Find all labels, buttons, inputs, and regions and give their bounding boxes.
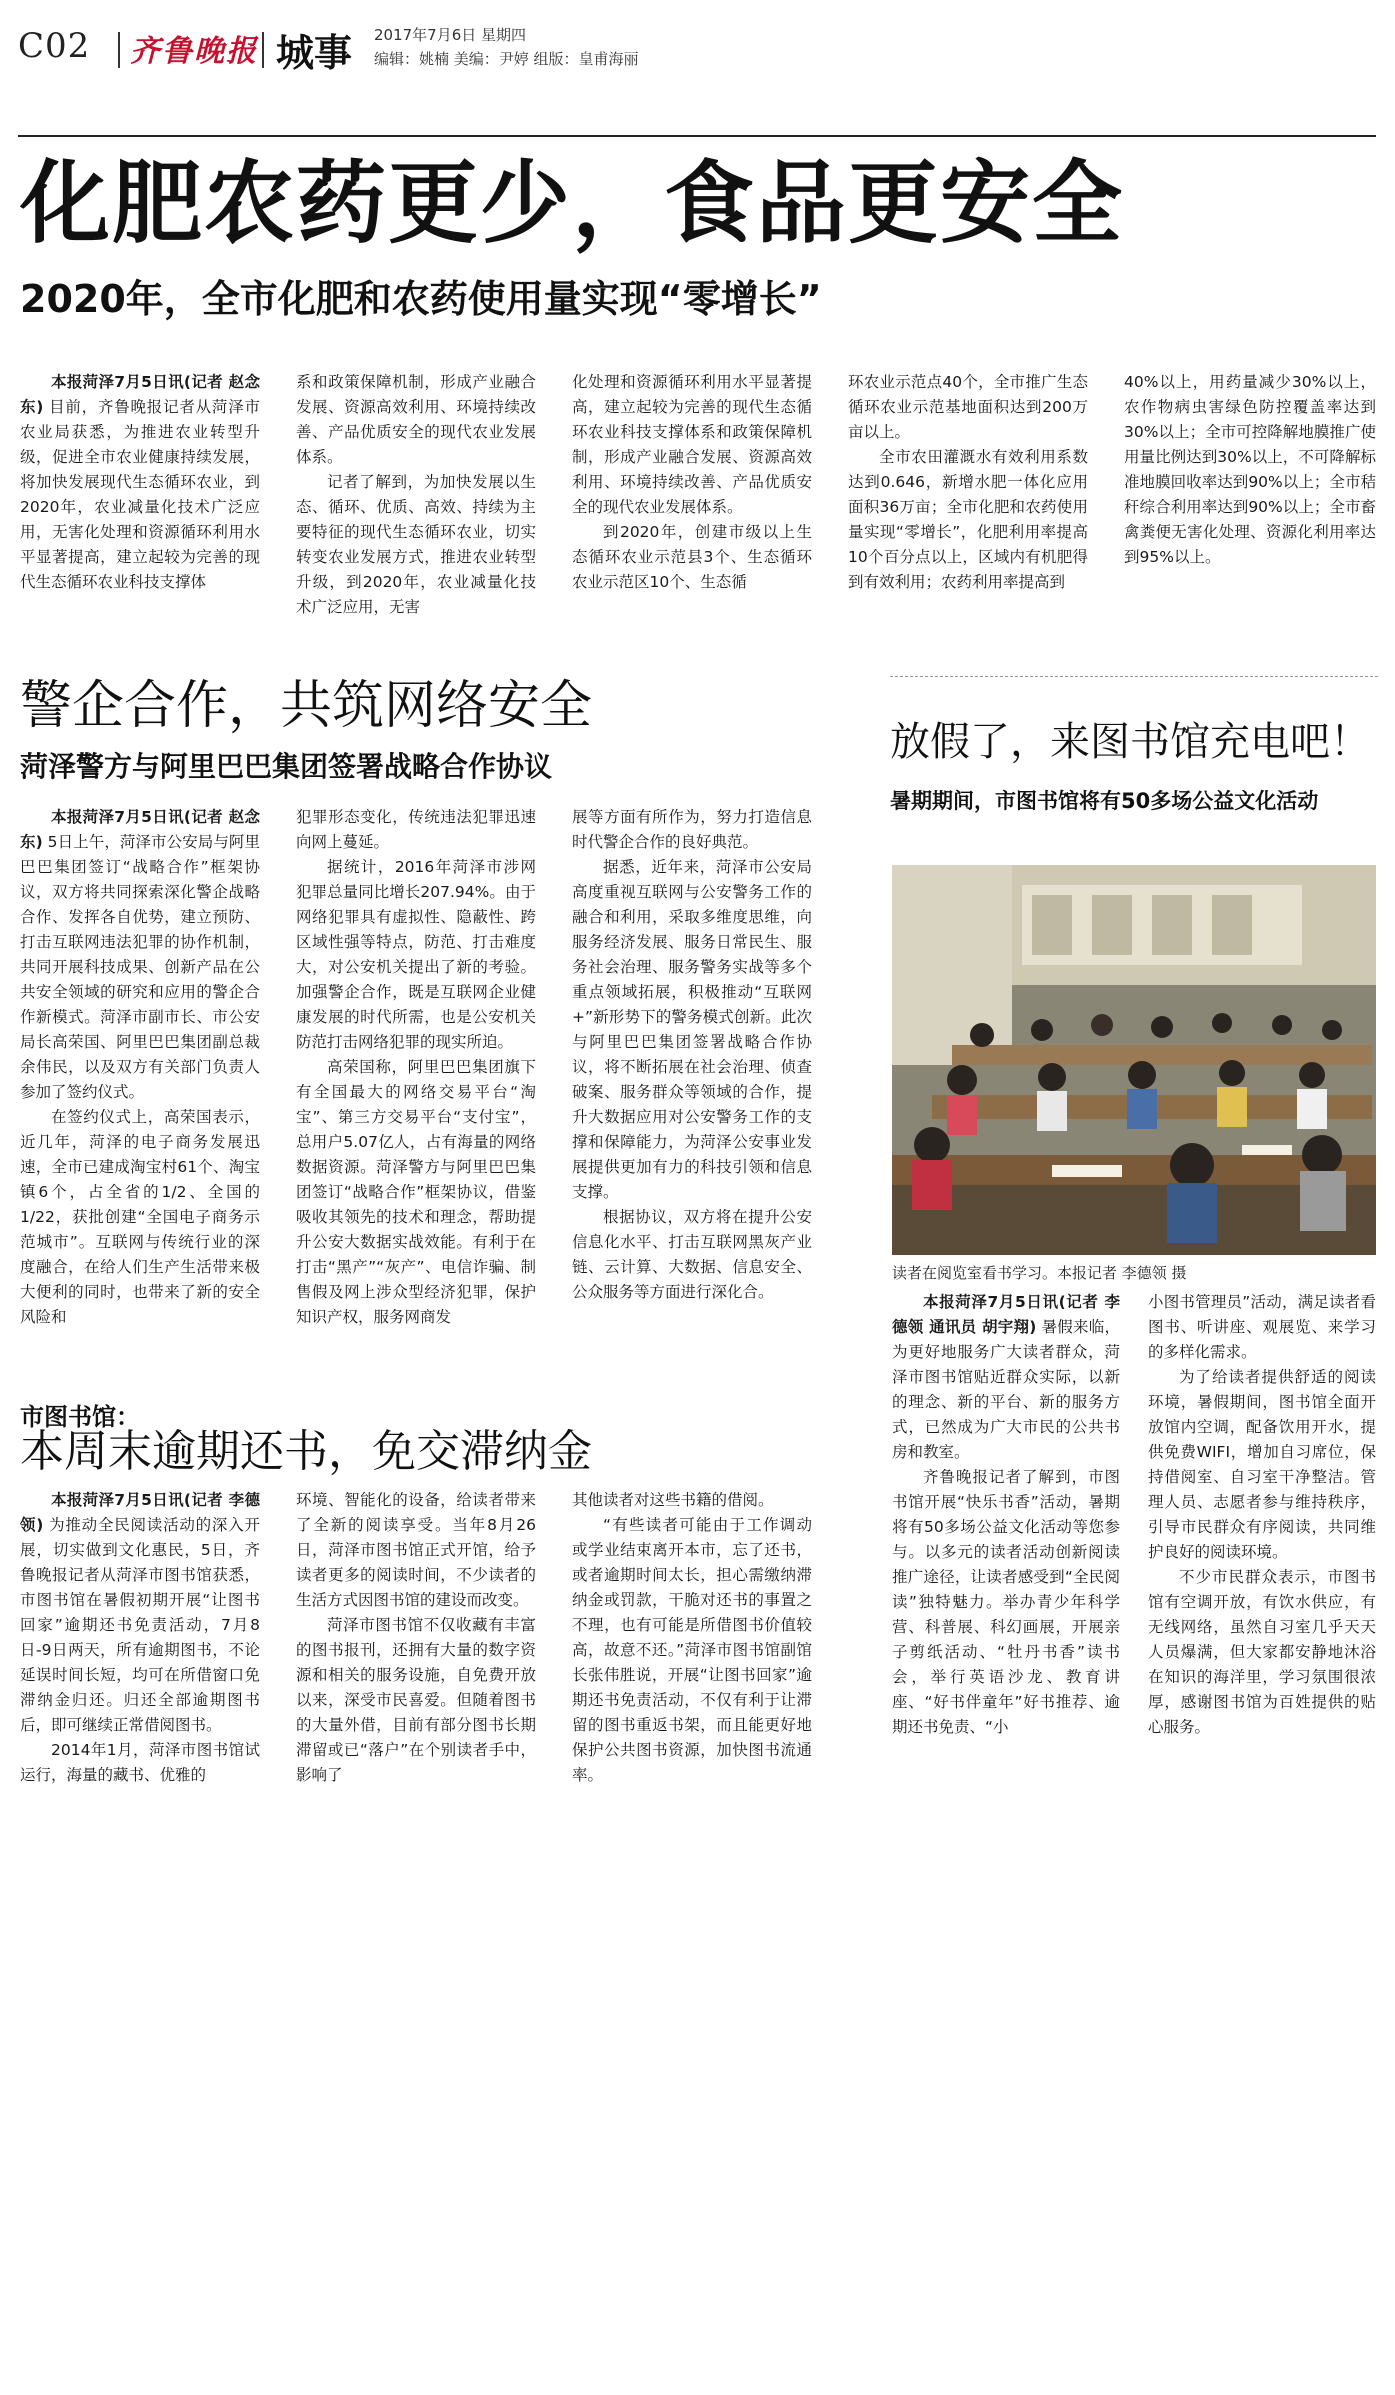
- paragraph: [20, 1738, 260, 1788]
- paragraph: [20, 805, 260, 1105]
- paragraph: [572, 1205, 812, 1305]
- paragraph: [572, 520, 812, 595]
- top-rule: [18, 135, 1376, 137]
- section-title: 城事: [276, 30, 353, 75]
- paragraph-text: 环境、智能化的设备，给读者带来了全新的阅读享受。当年8月26日，菏泽市图书馆正式开馆，给予读者更多的阅读时间，不少读者的生活方式因图书馆的建设而改变。: [296, 1491, 536, 1609]
- reading-room-photo: [892, 865, 1376, 1255]
- byline: 本报菏泽7月5日讯(记者 李德领): [20, 1491, 260, 1534]
- paragraph: [1148, 1365, 1376, 1565]
- section-divider: [890, 676, 1378, 677]
- article4-column: [296, 1488, 536, 1788]
- paragraph-text: 记者了解到，为加快发展以生态、循环、优质、高效、持续为主要特征的现代生态循环农业，切实转变农业发展方式，推进农业转型升级，到2020年，农业减量化技术广泛应用，无害: [296, 473, 536, 616]
- article3-column: [892, 1290, 1120, 1740]
- article1-subhead: 2020年，全市化肥和农药使用量实现“零增长”: [20, 277, 822, 321]
- paragraph-text: 齐鲁晚报记者了解到，市图书馆开展“快乐书香”活动，暑期将有50多场公益文化活动等您参与。以多元的读者活动创新阅读推广途径，让读者感受到“全民阅读”独特魅力。举办青少年科学营、科普展、科幻画展，开展亲子剪纸活动、“牡丹书香”读书会，举行英语沙龙、教育讲座、“好书伴童年”好书推荐、逾期还书免责、“小: [892, 1468, 1120, 1736]
- paragraph-text: 5日上午，菏泽市公安局与阿里巴巴集团签订“战略合作”框架协议，双方将共同探索深化警企战略合作、发挥各自优势，建立预防、打击互联网违法犯罪的协作机制，共同开展科技成果、创新产品在公共安全领域的研究和应用的警企合作新模式。菏泽市副市长、市公安局长高荣国、阿里巴巴集团副总裁余伟民，以及双方有关部门负责人参加了签约仪式。: [20, 833, 260, 1101]
- article2-column: [572, 805, 812, 1305]
- article1-column: [296, 370, 536, 620]
- paragraph: [572, 370, 812, 520]
- issue-date: 2017年7月6日 星期四: [374, 26, 527, 44]
- article2-headline: 警企合作，共筑网络安全: [20, 676, 593, 736]
- paragraph: [848, 370, 1088, 445]
- paragraph-text: 高荣国称，阿里巴巴集团旗下有全国最大的网络交易平台“淘宝”、第三方交易平台“支付宝”，总用户5.07亿人，占有海量的网络数据资源。菏泽警方与阿里巴巴集团签订“战略合作”框架协议，借鉴吸收其领先的技术和理念，帮助提升公安大数据实战效能。有利于在打击“黑产”“灰产”、电信诈骗、制售假及网上涉众型经济犯罪，保护知识产权，服务网商发: [296, 1058, 536, 1326]
- paragraph: [296, 370, 536, 470]
- article4-kicker: 市图书馆：: [20, 1403, 140, 1431]
- article3-column: [1148, 1290, 1376, 1740]
- article2-subhead: 菏泽警方与阿里巴巴集团签署战略合作协议: [20, 750, 553, 783]
- paragraph: [572, 855, 812, 1205]
- article1-column: [848, 370, 1088, 595]
- paragraph: [892, 1290, 1120, 1465]
- paragraph: [20, 370, 260, 595]
- paragraph: [296, 470, 536, 620]
- newspaper-logo: 齐鲁晚报: [130, 34, 258, 69]
- paragraph: [20, 1105, 260, 1330]
- byline: 本报菏泽7月5日讯(记者 李德领 通讯员 胡宇翔): [892, 1293, 1120, 1336]
- paragraph: [296, 855, 536, 1055]
- article3-headline: 放假了，来图书馆充电吧！: [890, 719, 1370, 765]
- paragraph-text: 菏泽市图书馆不仅收藏有丰富的图书报刊，还拥有大量的数字资源和相关的服务设施，自免费开放以来，深受市民喜爱。但随着图书的大量外借，目前有部分图书长期滞留或已“落户”在个别读者手中，影响了: [296, 1616, 536, 1784]
- paragraph-text: 展等方面有所作为，努力打造信息时代警企合作的良好典范。: [572, 808, 812, 851]
- byline: 本报菏泽7月5日讯(记者 赵念东): [20, 373, 260, 416]
- masthead-divider: [118, 32, 120, 68]
- paragraph: [296, 1488, 536, 1613]
- paragraph-text: 不少市民群众表示，市图书馆有空调开放，有饮水供应，有无线网络，虽然自习室几乎天天人员爆满，但大家都安静地沐浴在知识的海洋里，学习氛围很浓厚，感谢图书馆为百姓提供的贴心服务。: [1148, 1568, 1376, 1736]
- paragraph-text: 为推动全民阅读活动的深入开展，切实做到文化惠民，5日，齐鲁晚报记者从菏泽市图书馆获悉，市图书馆在暑假初期开展“让图书回家”逾期还书免责活动，7月8日-9日两天，所有逾期图书，不论延误时间长短，均可在所借窗口免滞纳金归还。归还全部逾期图书后，即可继续正常借阅图书。: [20, 1516, 260, 1734]
- paragraph: [1124, 370, 1376, 570]
- paragraph-text: 40%以上，用药量减少30%以上，农作物病虫害绿色防控覆盖率达到30%以上；全市可控降解地膜推广使用量比例达到30%以上，不可降解标准地膜回收率达到90%以上；全市秸秆综合利用率达到90%以上；全市畜禽粪便无害化处理、资源化利用率达到95%以上。: [1124, 373, 1376, 566]
- reading-room-illustration: [892, 865, 1376, 1255]
- paragraph: [848, 445, 1088, 595]
- article4-column: [20, 1488, 260, 1788]
- paragraph: [1148, 1565, 1376, 1740]
- paragraph-text: 2014年1月，菏泽市图书馆试运行，海量的藏书、优雅的: [20, 1741, 260, 1784]
- masthead: [18, 22, 1378, 75]
- paragraph-text: 在签约仪式上，高荣国表示，近几年，菏泽的电子商务发展迅速，全市已建成淘宝村61个、淘宝镇6个，占全省的1/2、全国的1/22，获批创建“全国电子商务示范城市”。互联网与传统行业的深度融合，在给人们生产生活带来极大便利的同时，也带来了新的安全风险和: [20, 1108, 260, 1326]
- paragraph: [572, 1513, 812, 1788]
- article2-column: [296, 805, 536, 1330]
- article2-column: [20, 805, 260, 1330]
- paragraph-text: 据悉，近年来，菏泽市公安局高度重视互联网与公安警务工作的融合和利用，采取多维度思维，向服务经济发展、服务日常民生、服务社会治理、服务警务实战等多个重点领域拓展，积极推动“互联网+”新形势下的警务模式创新。此次与阿里巴巴集团签署战略合作协议，将不断拓展在社会治理、侦查破案、服务群众等领域的合作，提升大数据应用对公安警务工作的支撑和保障能力，为菏泽公安事业发展提供更加有力的科技引领和信息支撑。: [572, 858, 812, 1201]
- masthead-divider: [262, 32, 264, 68]
- paragraph-text: 化处理和资源循环利用水平显著提高，建立起较为完善的现代生态循环农业科技支撑体系和政策保障机制，形成产业融合发展、资源高效利用、环境持续改善、产品优质安全的现代农业发展体系。: [572, 373, 812, 516]
- paragraph: [20, 1488, 260, 1738]
- paragraph: [1148, 1290, 1376, 1365]
- paragraph-text: 为了给读者提供舒适的阅读环境，暑假期间，图书馆全面开放馆内空调，配备饮用开水，提供免费WIFI，增加自习席位，保持借阅室、自习室干净整洁。管理人员、志愿者参与维持秩序，引导市民群众有序阅读，共同维护良好的阅读环境。: [1148, 1368, 1376, 1561]
- paragraph: [572, 1488, 812, 1513]
- byline: 本报菏泽7月5日讯(记者 赵念东): [20, 808, 260, 851]
- article4-column: [572, 1488, 812, 1788]
- paragraph-text: 暑假来临，为更好地服务广大读者群众，菏泽市图书馆贴近群众实际，以新的理念、新的平台、新的服务方式，已然成为广大市民的公共书房和教室。: [892, 1318, 1120, 1461]
- paragraph-text: 其他读者对这些书籍的借阅。: [572, 1491, 774, 1509]
- article1-column: [572, 370, 812, 595]
- paragraph: [892, 1465, 1120, 1740]
- paragraph-text: 犯罪形态变化，传统违法犯罪迅速向网上蔓延。: [296, 808, 536, 851]
- article4-headline: 本周末逾期还书，免交滞纳金: [20, 1426, 592, 1477]
- photo-caption: 读者在阅览室看书学习。本报记者 李德领 摄: [892, 1264, 1187, 1282]
- paragraph-text: “有些读者可能由于工作调动或学业结束离开本市，忘了还书，或者逾期时间太长，担心需缴纳滞纳金或罚款，干脆对还书的事置之不理，也有可能是所借图书价值较高，故意不还。”菏泽市图书馆副馆长张伟胜说，开展“让图书回家”逾期还书免责活动，不仅有利于让滞留的图书重返书架，而且能更好地保护公共图书资源，加快图书流通率。: [572, 1516, 812, 1784]
- paragraph-text: 环农业示范点40个，全市推广生态循环农业示范基地面积达到200万亩以上。: [848, 373, 1088, 441]
- paragraph-text: 到2020年，创建市级以上生态循环农业示范县3个、生态循环农业示范区10个、生态循: [572, 523, 812, 591]
- paragraph: [572, 805, 812, 855]
- paragraph: [296, 1055, 536, 1330]
- article3-subhead: 暑期期间，市图书馆将有50多场公益文化活动: [890, 789, 1319, 813]
- paragraph: [296, 1613, 536, 1788]
- paragraph-text: 系和政策保障机制，形成产业融合发展、资源高效利用、环境持续改善、产品优质安全的现代农业发展体系。: [296, 373, 536, 466]
- paragraph-text: 据统计，2016年菏泽市涉网犯罪总量同比增长207.94%。由于网络犯罪具有虚拟性、隐蔽性、跨区域性强等特点，防范、打击难度大，对公安机关提出了新的考验。加强警企合作，既是互联网企业健康发展的时代所需，也是公安机关防范打击网络犯罪的现实所迫。: [296, 858, 536, 1051]
- editor-credits: 编辑：姚楠 美编：尹婷 组版：皇甫海丽: [374, 50, 639, 68]
- article1-column: [20, 370, 260, 595]
- page-number: C02: [18, 26, 91, 66]
- article1-headline: 化肥农药更少，食品更安全: [20, 150, 1124, 256]
- paragraph: [296, 805, 536, 855]
- paragraph-text: 全市农田灌溉水有效利用系数达到0.646，新增水肥一体化应用面积36万亩；全市化肥和农药使用量实现“零增长”，化肥利用率提高10个百分点以上，区域内有机肥得到有效利用；农药利用率提高到: [848, 448, 1088, 591]
- article1-column: [1124, 370, 1376, 570]
- paragraph-text: 根据协议，双方将在提升公安信息化水平、打击互联网黑灰产业链、云计算、大数据、信息安全、公众服务等方面进行深化合。: [572, 1208, 812, 1301]
- paragraph-text: 目前，齐鲁晚报记者从菏泽市农业局获悉，为推进农业转型升级，促进全市农业健康持续发展，将加快发展现代生态循环农业，到2020年，农业减量化技术广泛应用，无害化处理和资源循环利用水平显著提高，建立起较为完善的现代生态循环农业科技支撑体: [20, 398, 260, 591]
- paragraph-text: 小图书管理员”活动，满足读者看图书、听讲座、观展览、来学习的多样化需求。: [1148, 1293, 1376, 1361]
